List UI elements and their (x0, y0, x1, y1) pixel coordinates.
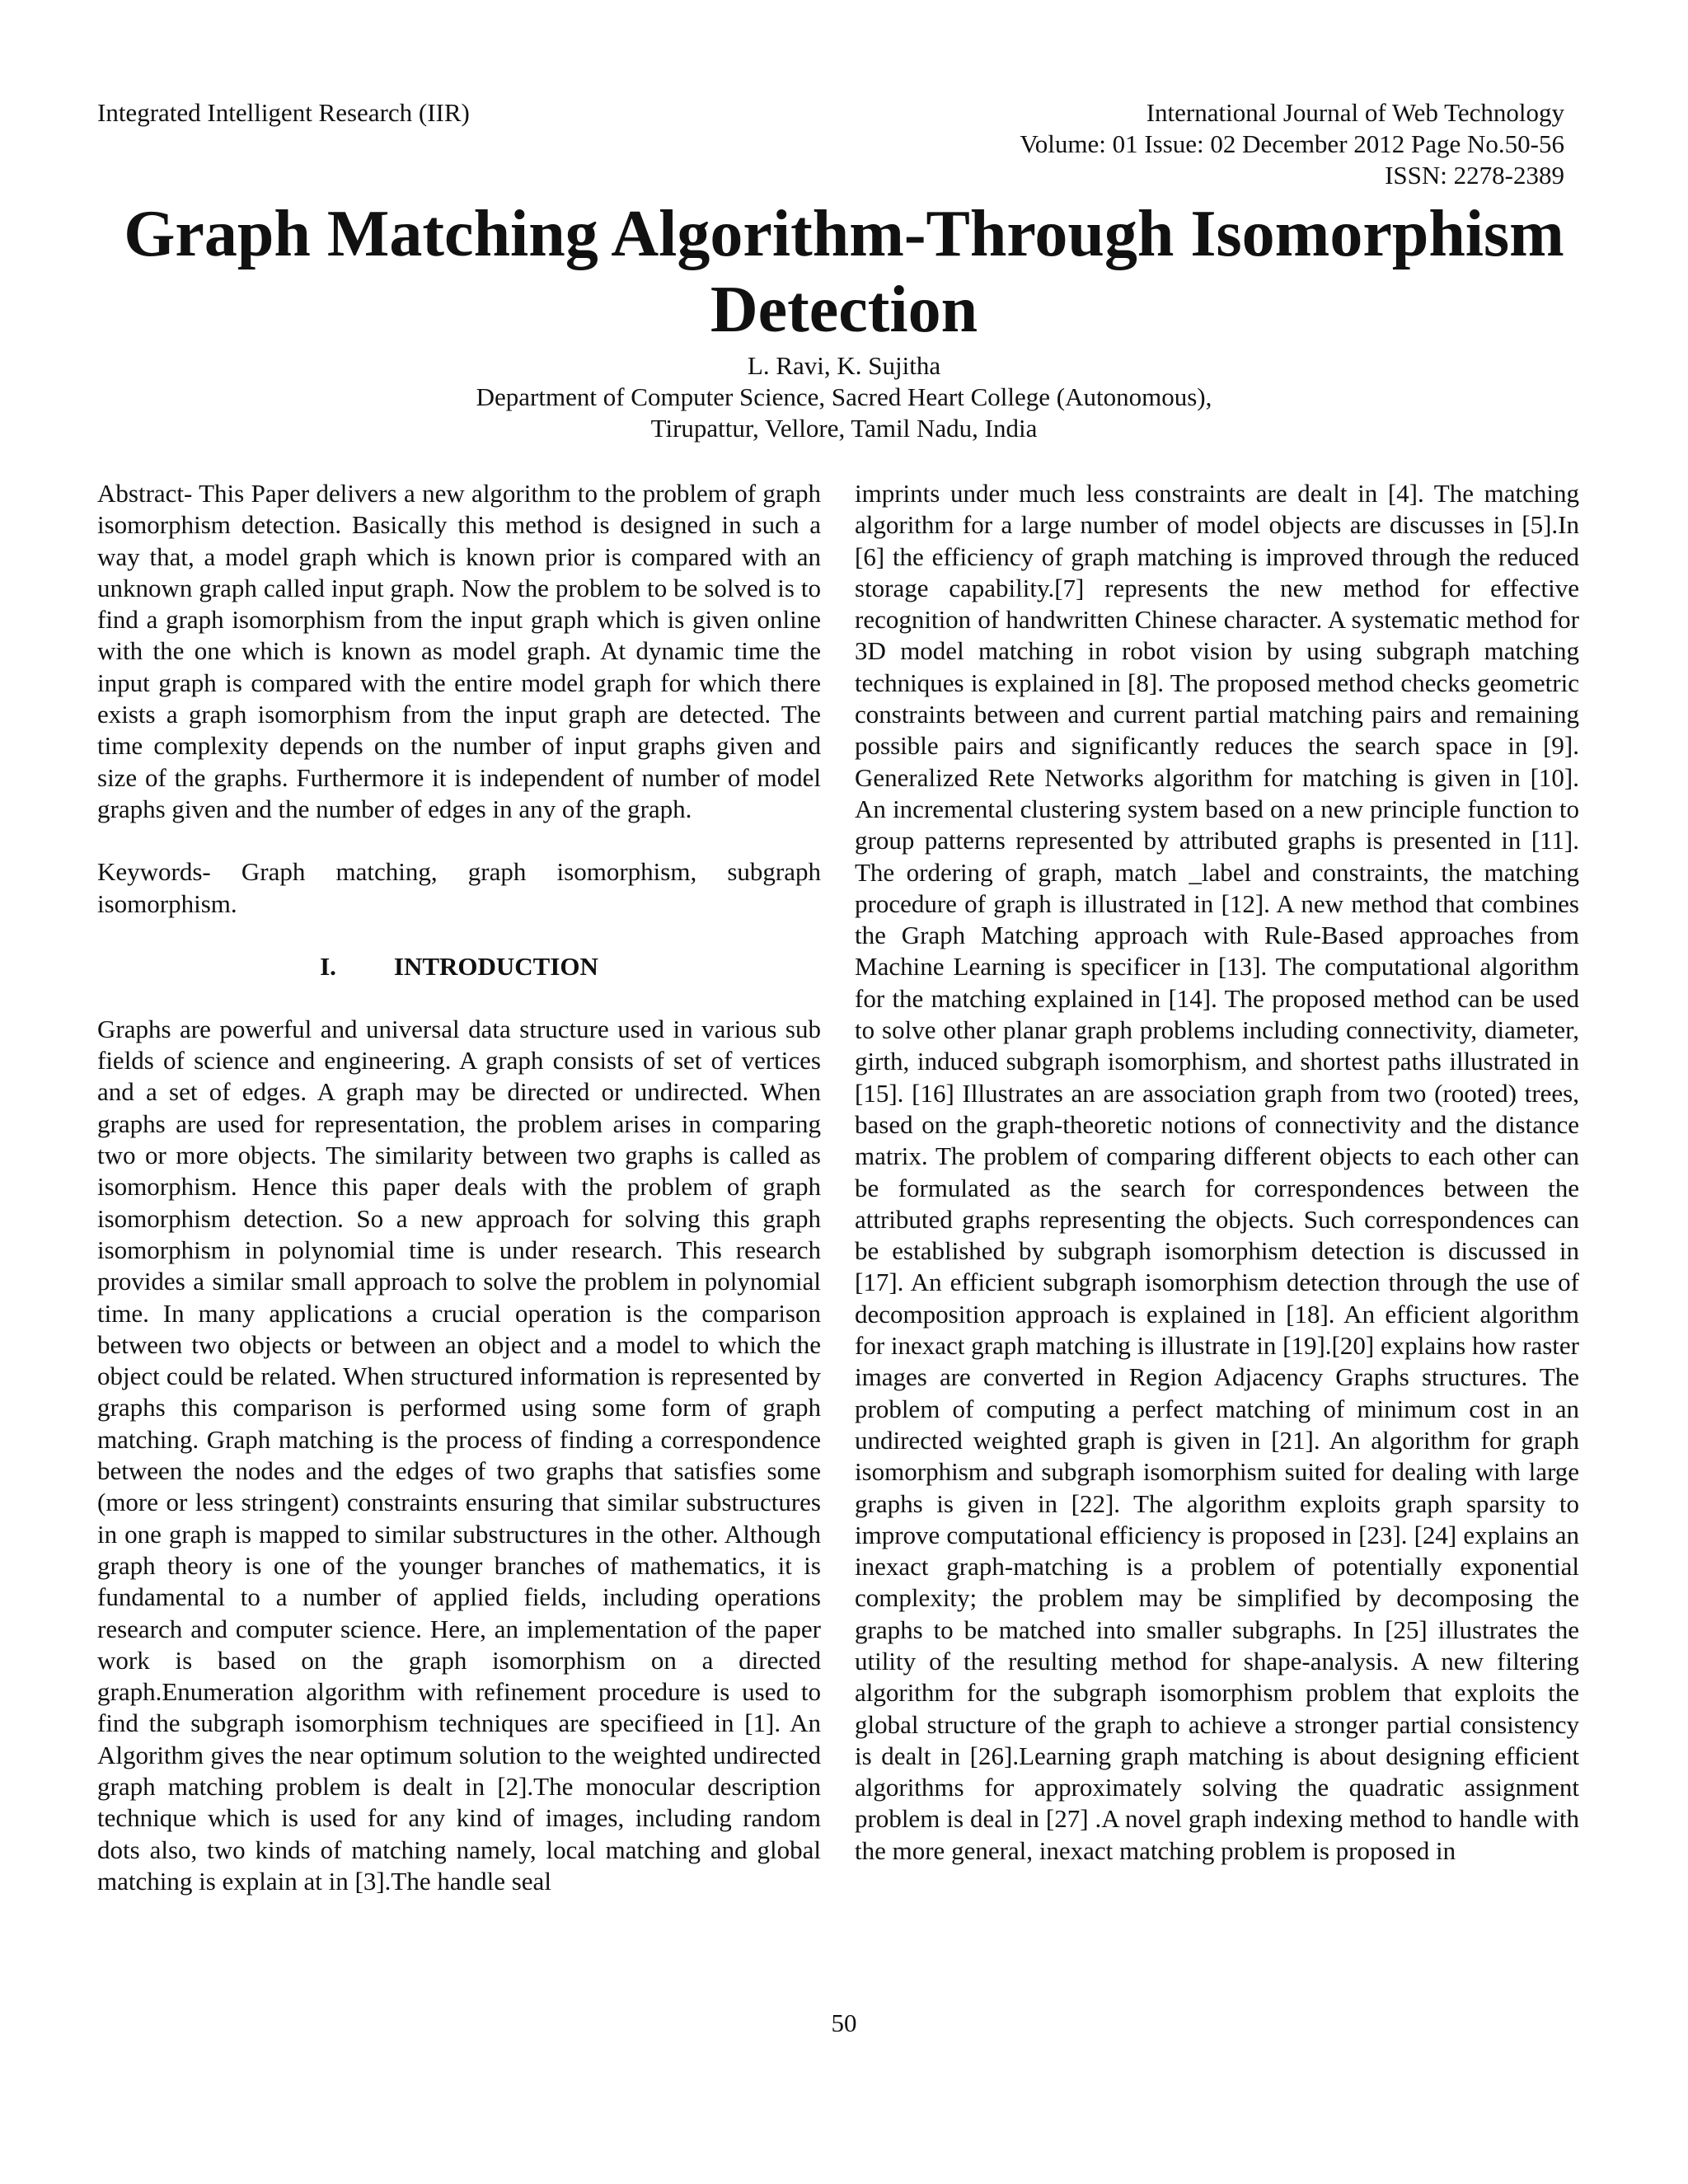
left-column (97, 478, 821, 1897)
keywords-paragraph: Keywords- Graph matching, graph isomorphism, subgraph isomorphism. (97, 857, 821, 918)
introduction-paragraph-right: imprints under much less constraints are dealt in [4]. The matching algorithm for a large number of model objects are discusses in [5].In [6] the efficiency of graph matching is improved through the reduced storage capability.[7] represents the new method for effective recognition of handwritten Chinese character. A systematic method for 3D model matching in robot vision by using subgraph matching techniques is explained in [8]. The proposed method checks geometric constraints between and current partial matching pairs and remaining possible pairs and significantly reduces the search space in [9]. Generalized Rete Networks algorithm for matching is given in [10]. An incremental clustering system based on a new principle function to group patterns represented by attributed graphs is presented in [11]. The ordering of graph, match _label and constraints, the matching procedure of graph is illustrated in [12]. A new method that combines the Graph Matching approach with Rule-Based approaches from Machine Learning is specificer in [13]. The computational algorithm for the matching explained in [14]. The proposed method can be used to solve other planar graph problems including connectivity, diameter, girth, induced subgraph isomorphism, and shortest paths illustrated in [15]. [16] Illustrates an are association graph from two (rooted) trees, based on the graph-theoretic notions of connectivity and the distance matrix. The problem of comparing different objects to each other can be formulated as the search for correspondences between the attributed graphs representing the objects. Such correspondences can be established by subgraph isomorphism detection is discussed in [17]. An efficient subgraph isomorphism detection through the use of decomposition approach is explained in [18]. An efficient algorithm for inexact graph matching is illustrate in [19].[20] explains how raster images are converted in Region Adjacency Graphs structures. The problem of computing a perfect matching of minimum cost in an undirected weighted graph is given in [21]. An algorithm for graph isomorphism and subgraph isomorphism suited for dealing with large graphs is given in [22]. The algorithm exploits graph sparsity to improve computational efficiency is proposed in [23]. [24] explains an inexact graph-matching is a problem of potentially exponential complexity; the problem may be simplified by decomposing the graphs to be matched into smaller subgraphs. In [25] illustrates the utility of the resulting method for shape-analysis. A new filtering algorithm for the subgraph isomorphism problem that exploits the global structure of the graph to achieve a stronger partial consistency is dealt in [26].Learning graph matching is about designing efficient algorithms for approximately solving the quadratic assignment problem is deal in [27] .A novel graph indexing method to handle with the more general, inexact matching problem is proposed in (855, 479, 1579, 1865)
header-journal-name: International Journal of Web Technology (1146, 98, 1564, 127)
section-heading-introduction (97, 951, 821, 982)
header-issn: ISSN: 2278-2389 (1385, 161, 1564, 190)
header-publisher: Integrated Intelligent Research (IIR) (97, 98, 470, 127)
author-affiliation-line-1: Department of Computer Science, Sacred Heart College (Autonomous), (476, 382, 1212, 411)
introduction-paragraph-left: Graphs are powerful and universal data structure used in various sub fields of science and engineering. A graph consists of set of vertices and a set of edges. A graph may be directed or undirected. When graphs are used for representation, the problem arises in comparing two or more objects. The similarity between two graphs is called as isomorphism. Hence this paper deals with the problem of graph isomorphism detection. So a new approach for solving this graph isomorphism in polynomial time is under research. This research provides a similar small approach to solve the problem in polynomial time. In many applications a crucial operation is the comparison between two objects or between an object and a model to which the object could be related. When structured information is represented by graphs this comparison is performed using some form of graph matching. Graph matching is the process of finding a correspondence between the nodes and the edges of two graphs that satisfies some (more or less stringent) constraints ensuring that similar substructures in one graph is mapped to similar substructures in the other. Although graph theory is one of the younger branches of mathematics, it is fundamental to a number of applied fields, including operations research and computer science. Here, an implementation of the paper work is based on the graph isomorphism on a directed graph.Enumeration algorithm with refinement procedure is used to find the subgraph isomorphism techniques are specifieed in [1]. An Algorithm gives the near optimum solution to the weighted undirected graph matching problem is dealt in [2].The monocular description technique which is used for any kind of images, including random dots also, two kinds of matching namely, local matching and global matching is explain at in [3].The handle seal (97, 1014, 821, 1896)
page-number: 50 (831, 2008, 857, 2037)
header-journal-info (1020, 97, 1564, 191)
abstract-paragraph: Abstract- This Paper delivers a new algorithm to the problem of graph isomorphism detection. Basically this method is designed in such a way that, a model graph which is known prior is compared with an unknown graph called input graph. Now the problem to be solved is to find a graph isomorphism from the input graph which is given online with the one which is known as model graph. At dynamic time the input graph is compared with the entire model graph for which there exists a graph isomorphism from the input graph are detected. The time complexity depends on the number of input graphs given and size of the graphs. Furthermore it is independent of number of model graphs given and the number of edges in any of the graph. (97, 479, 821, 823)
header-volume: Volume: 01 Issue: 02 December 2012 Page No.50-56 (1020, 129, 1564, 158)
author-names: L. Ravi, K. Sujitha (747, 351, 941, 380)
author-affiliation-line-2: Tirupattur, Vellore, Tamil Nadu, India (650, 414, 1038, 443)
author-block (82, 350, 1606, 444)
paper-title-line-1: Graph Matching Algorithm-Through Isomorphism (124, 198, 1564, 270)
right-column (855, 478, 1579, 1867)
section-title: INTRODUCTION (393, 951, 598, 981)
paper-title (82, 196, 1606, 348)
section-number: I. (320, 951, 336, 981)
paper-title-line-2: Detection (710, 274, 978, 346)
